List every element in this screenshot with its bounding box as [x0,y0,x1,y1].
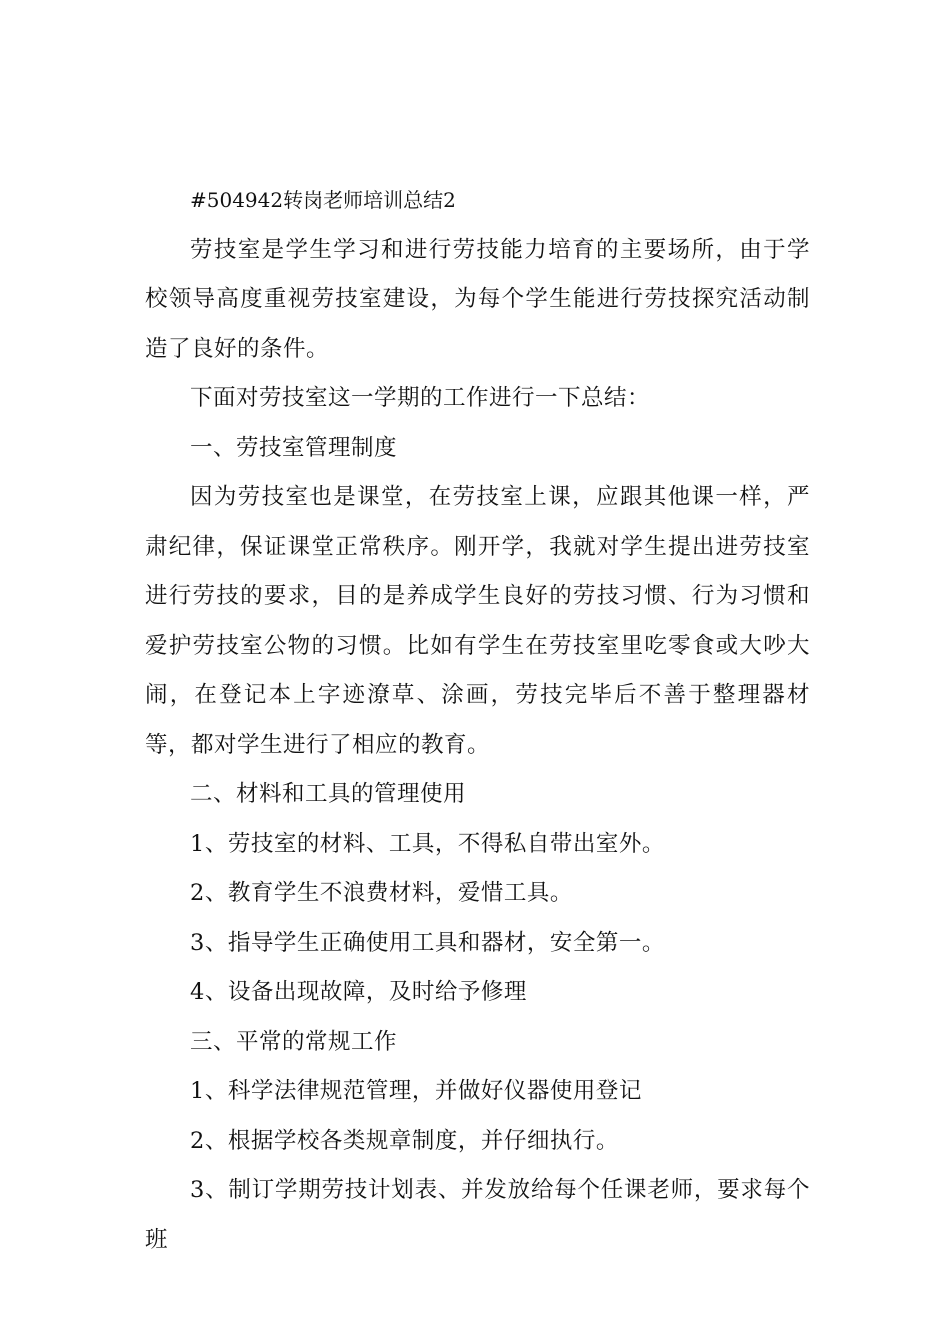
list-item-routine-1: 1、科学法律规范管理，并做好仪器使用登记 [190,1078,642,1104]
document-title: #504942转岗老师培训总结2 [190,188,456,212]
section-heading-2: 二、材料和工具的管理使用 [190,781,467,807]
paragraph-summary-lead: 下面对劳技室这一学期的工作进行一下总结： [190,385,651,411]
list-item-materials-1: 1、劳技室的材料、工具，不得私自带出室外。 [190,830,665,857]
paragraph-intro: 劳技室是学生学习和进行劳技能力培育的主要场所，由于学校领导高度重视劳技室建设，为每个学生能进行劳技探究活动制造了良好的条件。 [145,236,810,362]
list-item-routine-2: 2、根据学校各类规章制度，并仔细执行。 [190,1127,619,1154]
list-item-materials-3: 3、指导学生正确使用工具和器材，安全第一。 [190,929,665,956]
list-item-materials-2: 2、教育学生不浪费材料，爱惜工具。 [190,880,573,906]
paragraph-management-rules: 因为劳技室也是课堂，在劳技室上课，应跟其他课一样，严肃纪律，保证课堂正常秩序。刚开学，我就对学生提出进劳技室进行劳技的要求，目的是养成学生良好的劳技习惯、行为习惯和爱护劳技室公物的习惯。比如有学生在劳技室里吃零食或大吵大闹，在登记本上字迹潦草、涂画，劳技完毕后不善于整理器材等，都对学生进行了相应的教育。 [145,484,810,758]
document-body [145,176,810,1265]
section-heading-1: 一、劳技室管理制度 [190,434,398,461]
section-heading-3: 三、平常的常规工作 [190,1028,398,1055]
list-item-routine-3: 3、制订学期劳技计划表、并发放给每个任课老师，要求每个班 [145,1177,810,1253]
list-item-materials-4: 4、设备出现故障，及时给予修理 [190,979,527,1005]
